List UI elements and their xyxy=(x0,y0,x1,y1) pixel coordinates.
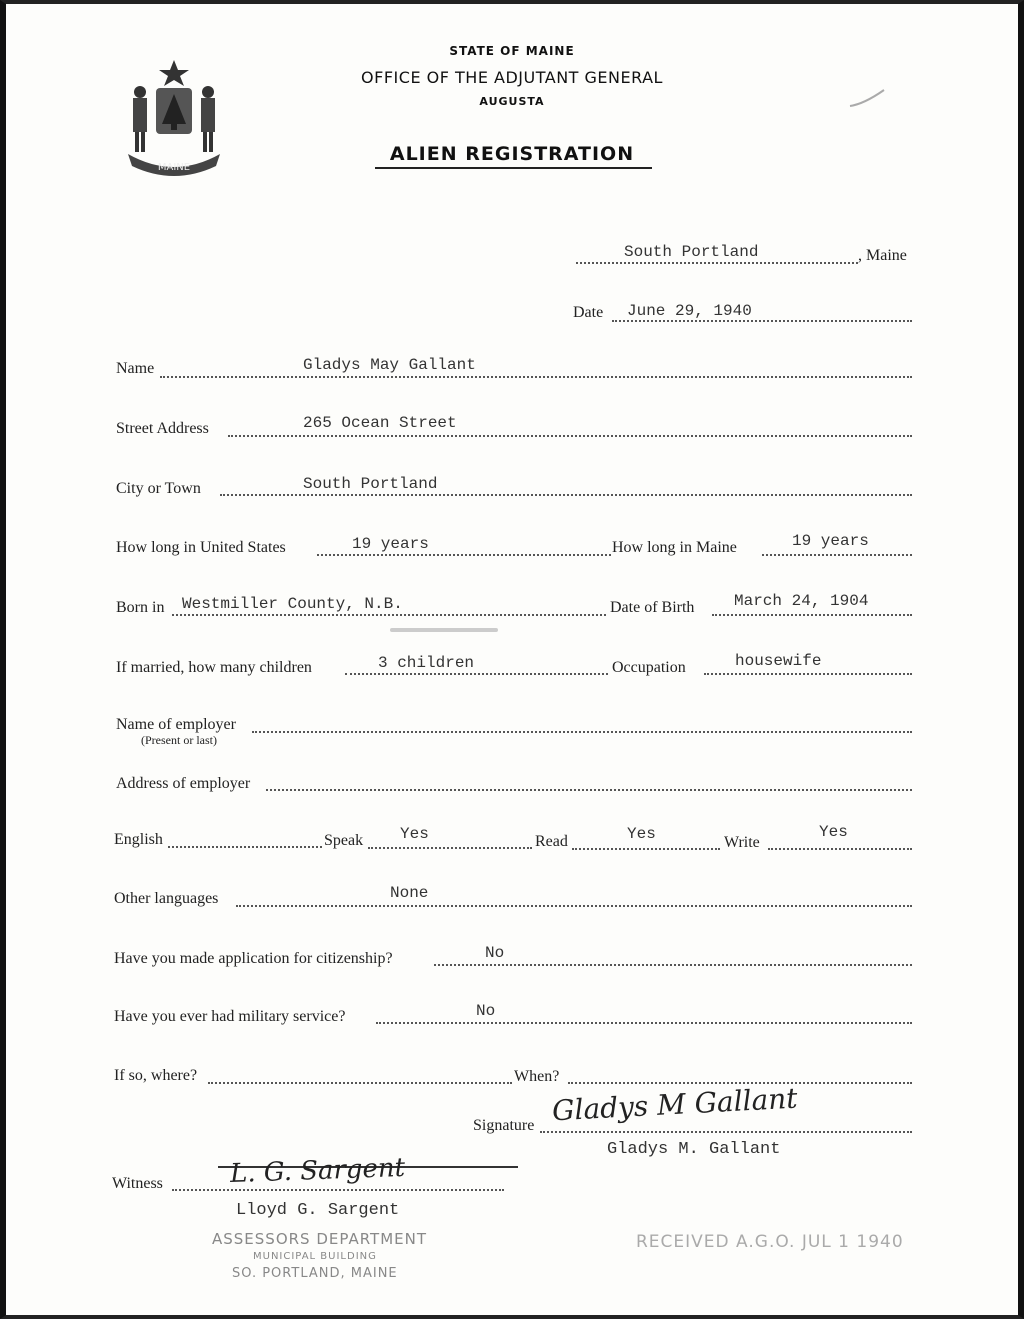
occupation-label: Occupation xyxy=(612,659,686,676)
seal-text: MAINE xyxy=(157,162,191,173)
write-value: Yes xyxy=(819,823,848,841)
signature-handwritten: Gladys M Gallant xyxy=(551,1081,799,1128)
assessor-stamp-line3: SO. PORTLAND, MAINE xyxy=(232,1266,398,1281)
date-value: June 29, 1940 xyxy=(627,302,752,320)
maine-time-label: How long in Maine xyxy=(612,539,737,556)
children-label: If married, how many children xyxy=(116,659,312,676)
speak-label: Speak xyxy=(324,832,364,849)
assessor-stamp-line1: ASSESSORS DEPARTMENT xyxy=(212,1230,428,1248)
english-label: English xyxy=(114,831,163,848)
street-value: 265 Ocean Street xyxy=(303,414,457,432)
assessor-stamp-line2: MUNICIPAL BUILDING xyxy=(253,1251,377,1262)
signature-label: Signature xyxy=(473,1117,535,1134)
header-city: AUGUSTA xyxy=(479,95,545,108)
employer-label: Name of employer xyxy=(116,716,236,733)
children-value: 3 children xyxy=(378,654,475,672)
name-label: Name xyxy=(116,360,155,377)
place-value: South Portland xyxy=(624,243,759,261)
read-label: Read xyxy=(535,833,568,850)
city-label: City or Town xyxy=(116,480,201,497)
other-languages-value: None xyxy=(390,884,429,902)
witness-label: Witness xyxy=(112,1175,163,1192)
check-mark-icon xyxy=(848,86,888,114)
where-label: If so, where? xyxy=(114,1067,198,1084)
citizenship-value: No xyxy=(485,944,505,962)
maine-time-value: 19 years xyxy=(792,532,869,550)
military-label: Have you ever had military service? xyxy=(114,1008,346,1025)
when-label: When? xyxy=(514,1068,560,1085)
street-label: Street Address xyxy=(116,420,209,437)
title-underline xyxy=(375,167,652,169)
date-label: Date xyxy=(573,304,604,321)
us-time-label: How long in United States xyxy=(116,539,286,556)
header-state: STATE OF MAINE xyxy=(449,44,575,58)
read-value: Yes xyxy=(627,825,656,843)
employer-address-label: Address of employer xyxy=(116,775,251,792)
citizenship-label: Have you made application for citizenship? xyxy=(114,950,393,967)
write-label: Write xyxy=(724,834,760,851)
born-value: Westmiller County, N.B. xyxy=(182,595,403,613)
employer-sublabel: (Present or last) xyxy=(141,733,217,747)
witness-handwritten: L. G. Sargent xyxy=(229,1152,406,1190)
page-title: ALIEN REGISTRATION xyxy=(389,143,635,165)
witness-typed: Lloyd G. Sargent xyxy=(236,1201,400,1220)
speak-value: Yes xyxy=(400,825,429,843)
received-stamp: RECEIVED A.G.O. JUL 1 1940 xyxy=(636,1232,904,1252)
dob-label: Date of Birth xyxy=(610,599,695,616)
name-value: Gladys May Gallant xyxy=(303,356,476,374)
signature-typed: Gladys M. Gallant xyxy=(607,1140,781,1159)
born-label: Born in xyxy=(116,599,165,616)
other-languages-label: Other languages xyxy=(114,890,219,907)
military-value: No xyxy=(476,1002,496,1020)
us-time-value: 19 years xyxy=(352,535,429,553)
smudge xyxy=(390,628,498,632)
maine-state-seal-icon xyxy=(118,58,230,178)
city-value: South Portland xyxy=(303,475,438,493)
dob-value: March 24, 1904 xyxy=(734,592,869,610)
place-suffix: , Maine xyxy=(858,247,907,264)
header-office: OFFICE OF THE ADJUTANT GENERAL xyxy=(361,68,663,87)
occupation-value: housewife xyxy=(735,652,822,670)
